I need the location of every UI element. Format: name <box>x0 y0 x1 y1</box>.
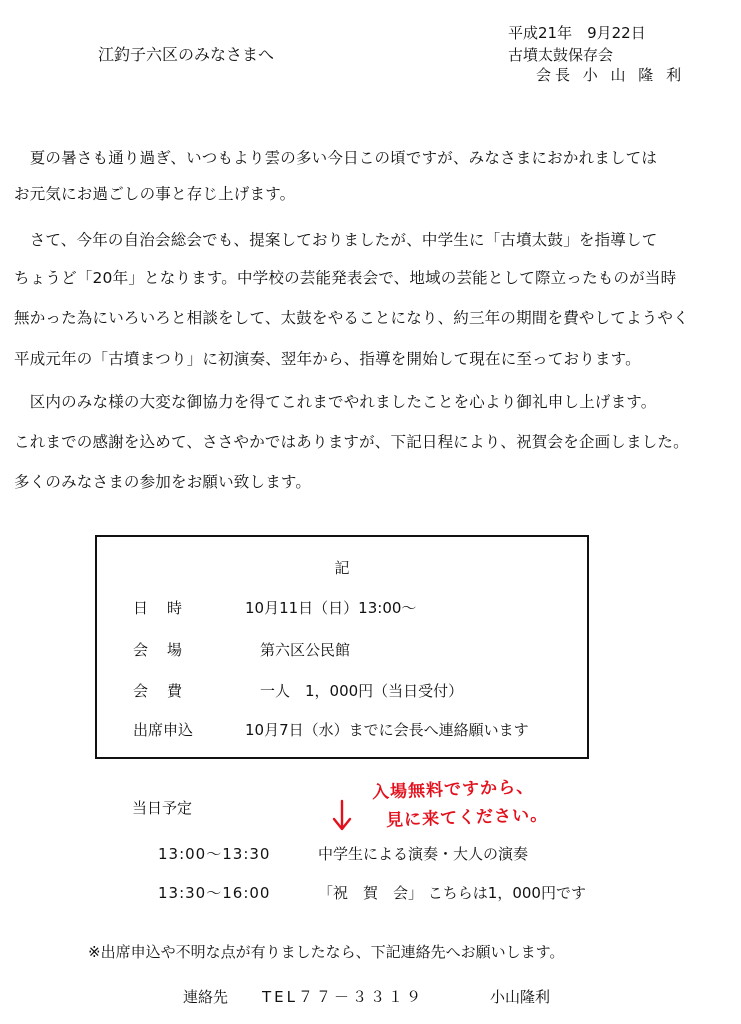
schedule-desc: 「祝 賀 会」 こちらは1，000円です <box>318 884 586 902</box>
details-heading: 記 <box>334 559 350 577</box>
detail-label-fee: 会 費 <box>133 682 185 700</box>
detail-label-rsvp: 出席申込 <box>133 721 194 739</box>
handwritten-note-line1: 入場無料ですから、 <box>371 777 535 803</box>
body-line: お元気にお過ごしの事と存じ上げます。 <box>14 185 296 203</box>
sender-chairman: 会長 小 山 隆 利 <box>536 66 686 84</box>
contact-label: 連絡先 <box>183 988 229 1006</box>
letter-date: 平成21年 9月22日 <box>508 24 646 42</box>
schedule-title: 当日予定 <box>132 799 193 817</box>
detail-label-datetime: 日 時 <box>133 599 185 617</box>
handwritten-note-line2: 見に来てください。 <box>385 805 549 831</box>
schedule-time: 13:00～13:30 <box>158 845 271 863</box>
detail-value-fee: 一人 1，000円（当日受付） <box>245 682 464 700</box>
sender-organization: 古墳太鼓保存会 <box>508 46 614 64</box>
handwritten-arrow-icon <box>330 799 354 833</box>
addressee: 江釣子六区のみなさまへ <box>98 45 275 64</box>
body-line: 夏の暑さも通り過ぎ、いつもより雲の多い今日この頃ですが、みなさまにおかれましては <box>14 149 658 167</box>
detail-label-venue: 会 場 <box>133 641 185 659</box>
body-line: これまでの感謝を込めて、ささやかではありますが、下記日程により、祝賀会を企画しました。 <box>14 433 689 451</box>
body-line: 区内のみな様の大変な御協力を得てこれまでやれましたことを心より御礼申し上げます。 <box>14 393 657 411</box>
contact-tel: TEL７７－３３１９ <box>262 988 424 1006</box>
body-line: 平成元年の「古墳まつり」に初演奏、翌年から、指導を開始して現在に至っております。 <box>14 350 641 368</box>
detail-value-venue: 第六区公民館 <box>245 641 351 659</box>
schedule-time: 13:30～16:00 <box>158 884 271 902</box>
details-box <box>95 535 589 759</box>
body-line: 無かった為にいろいろと相談をして、太鼓をやることになり、約三年の期間を費やしてようやく <box>14 309 689 327</box>
body-line: ちょうど「20年」となります。中学校の芸能発表会で、地域の芸能として際立ったものが当時 <box>14 269 677 287</box>
detail-value-datetime: 10月11日（日）13:00～ <box>245 599 417 617</box>
detail-value-rsvp: 10月7日（水）までに会長へ連絡願います <box>245 721 529 739</box>
schedule-desc: 中学生による演奏・大人の演奏 <box>318 845 529 863</box>
body-line: さて、今年の自治会総会でも、提案しておりましたが、中学生に「古墳太鼓」を指導して <box>14 231 658 249</box>
body-line: 多くのみなさまの参加をお願い致します。 <box>14 473 312 491</box>
contact-note: ※出席申込や不明な点が有りましたなら、下記連絡先へお願いします。 <box>88 943 565 961</box>
contact-name: 小山隆利 <box>490 988 551 1006</box>
